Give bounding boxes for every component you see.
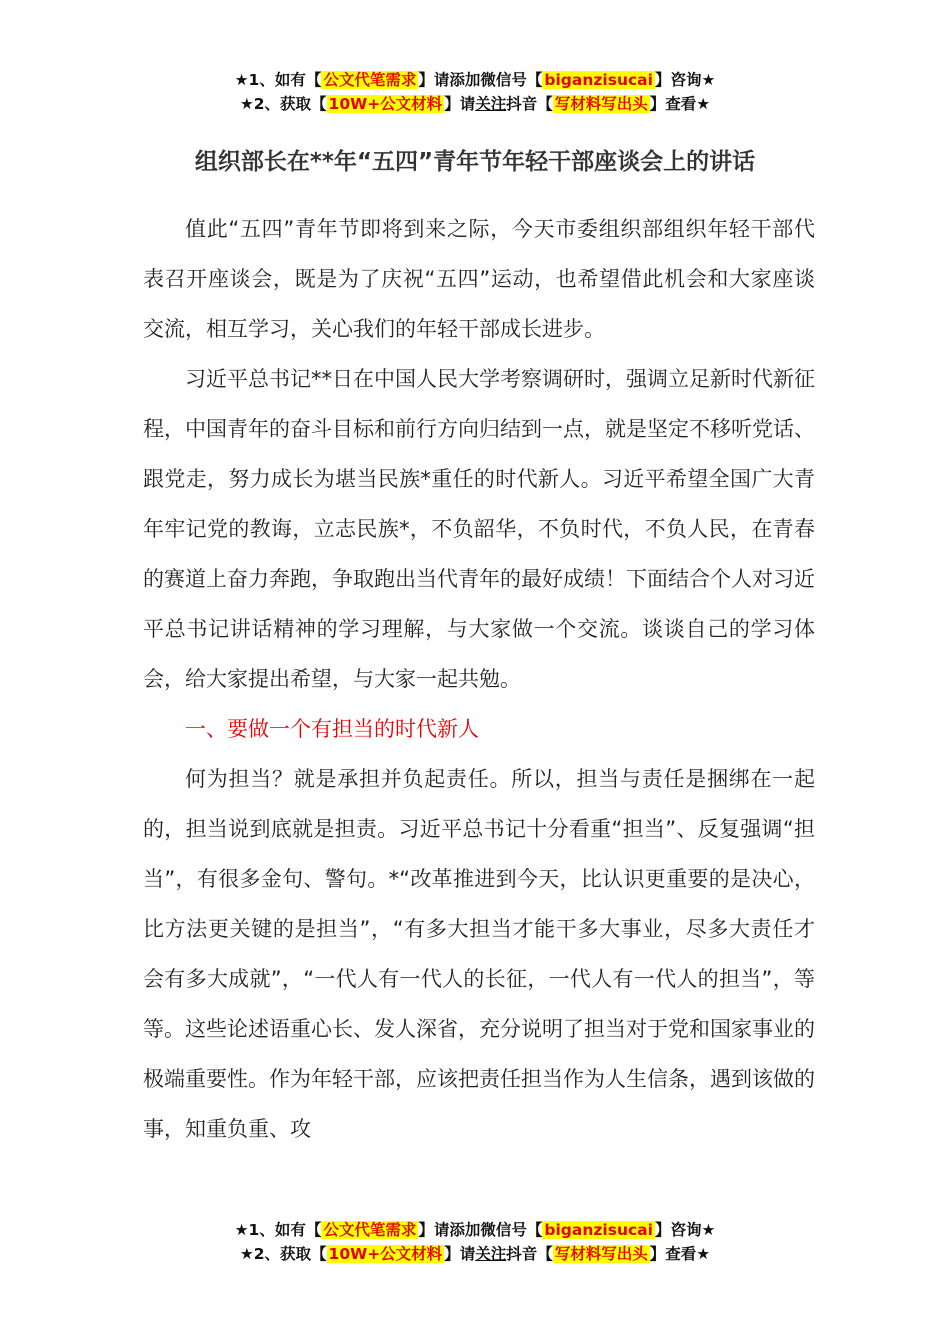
footer-banner [0,1218,950,1266]
paragraph-intro: 值此“五四”青年节即将到来之际，今天市委组织部组织年轻干部代表召开座谈会，既是为了庆祝“五四”运动，也希望借此机会和大家座谈交流，相互学习，关心我们的年轻干部成长进步。 [143,217,815,341]
star-icon: ★ [696,1245,711,1263]
banner-text: 抖音【 [506,1245,553,1263]
banner-text: 】查看 [649,95,697,113]
star-icon: ★ [239,95,254,113]
banner-text: 】请 [444,1245,476,1263]
banner-text: 1、如有【 [248,71,322,89]
header-banner [0,68,950,116]
star-icon: ★ [696,95,711,113]
highlight-wechat-id: biganzisucai [544,1221,653,1239]
highlight-douyin-account: 写材料写出头 [554,1245,648,1263]
banner-text: 2、获取【 [253,1245,327,1263]
banner-text: 】请 [444,95,476,113]
highlight-wechat-id: biganzisucai [544,71,653,89]
banner-text: 】咨询 [654,71,702,89]
document-title: 组织部长在**年“五四”青年节年轻干部座谈会上的讲话 [194,149,756,175]
banner-text: 】请 [418,1221,450,1239]
banner-emphasis: 关注 [475,1245,507,1263]
banner-text: 微信号【 [480,71,543,89]
star-icon: ★ [701,71,716,89]
star-icon: ★ [234,1221,249,1239]
paragraph-xi-speech: 习近平总书记**日在中国人民大学考察调研时，强调立足新时代新征程，中国青年的奋斗目标和前行方向归结到一点，就是坚定不移听党话、跟党走，努力成长为堪当民族*重任的时代新人。习近平希望全国广大青年牢记党的教诲，立志民族*，不负韶华，不负时代，不负人民，在青春的赛道上奋力奔跑，争取跑出当代青年的最好成绩！下面结合个人对习近平总书记讲话精神的学习理解，与大家做一个交流。谈谈自己的学习体会，给大家提出希望，与大家一起共勉。 [143,367,815,691]
star-icon: ★ [701,1221,716,1239]
document-body [143,204,815,1154]
highlight-douyin-account: 写材料写出头 [554,95,648,113]
banner-emphasis: 添加 [449,71,481,89]
paragraph-section1: 何为担当？就是承担并负起责任。所以，担当与责任是捆绑在一起的，担当说到底就是担责。习近平总书记十分看重“担当”、反复强调“担当”，有很多金句、警句。*“改革推进到今天，比认识更重要的是决心，比方法更关键的是担当”，“有多大担当才能干多大事业，尽多大责任才会有多大成就”，“一代人有一代人的长征，一代人有一代人的担当”，等等。这些论述语重心长、发人深省，充分说明了担当对于党和国家事业的极端重要性。作为年轻干部，应该把责任担当作为人生信条，遇到该做的事，知重负重、攻 [143,767,815,1141]
section-heading-1: 一、要做一个有担当的时代新人 [185,717,479,741]
banner-line-2 [0,1242,950,1266]
banner-text: 微信号【 [480,1221,543,1239]
banner-text: 】查看 [649,1245,697,1263]
highlight-service: 公文代笔需求 [323,1221,417,1239]
banner-text: 1、如有【 [248,1221,322,1239]
banner-emphasis: 添加 [449,1221,481,1239]
banner-text: 抖音【 [506,95,553,113]
banner-text: 】咨询 [654,1221,702,1239]
banner-emphasis: 关注 [475,95,507,113]
banner-line-2 [0,92,950,116]
banner-text: 】请 [418,71,450,89]
highlight-materials: 10W+公文材料 [328,95,443,113]
banner-line-1 [0,68,950,92]
banner-text: 2、获取【 [253,95,327,113]
star-icon: ★ [239,1245,254,1263]
banner-line-1 [0,1218,950,1242]
highlight-service: 公文代笔需求 [323,71,417,89]
star-icon: ★ [234,71,249,89]
highlight-materials: 10W+公文材料 [328,1245,443,1263]
